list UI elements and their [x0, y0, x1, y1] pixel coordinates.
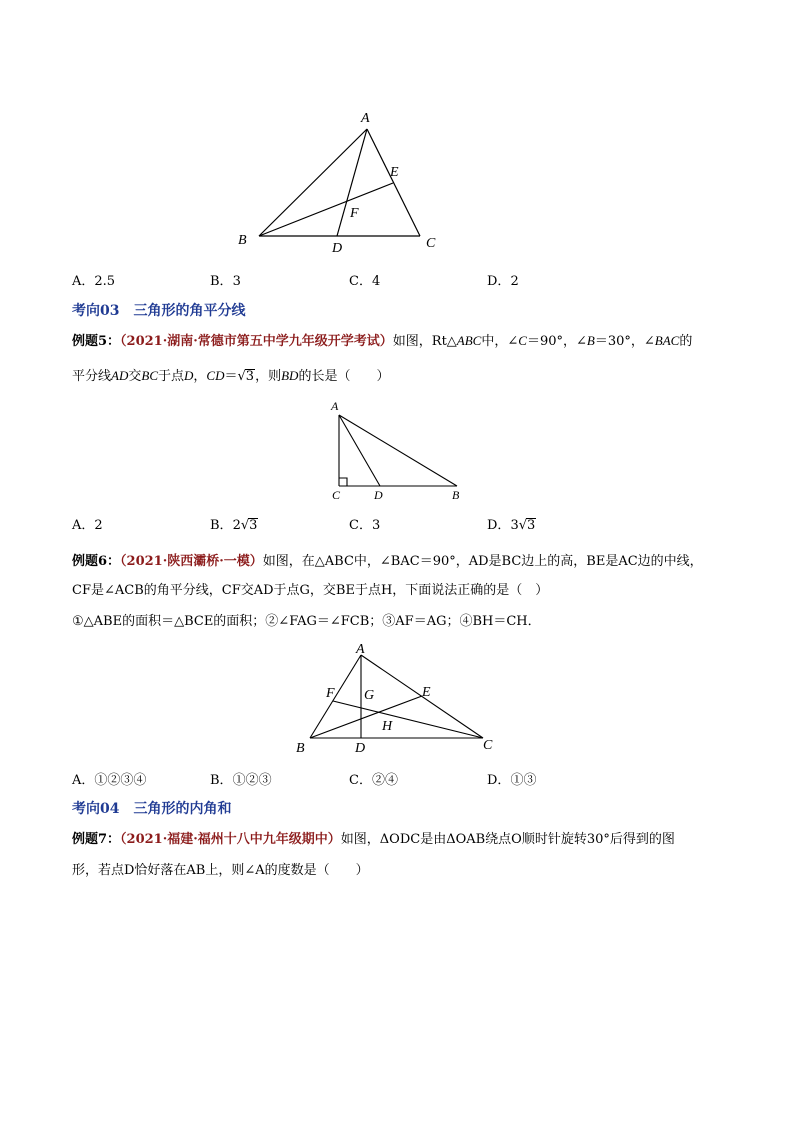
option-b: B．3	[210, 274, 241, 289]
figure-right-triangle	[325, 395, 475, 505]
example6-line2: CF是∠ACB的角平分线，CF交AD于点G，交BE于点H，下面说法正确的是（ ）	[72, 583, 549, 598]
label-A: A	[331, 399, 339, 413]
figure-triangle-abc-1	[230, 105, 450, 260]
label-D: D	[332, 241, 343, 256]
example7-source: （2021·福建·福州十八中九年级期中）	[120, 832, 341, 847]
option-b: B．2√3	[210, 518, 258, 533]
label-D: D	[355, 741, 366, 756]
example6-line1: 例题6：（2021·陕西灞桥·一模）如图，在△ABC中，∠BAC＝90°，AD是BC边上的高，BE是AC边的中线，	[72, 554, 703, 569]
option-a: A．①②③④	[72, 773, 147, 788]
label-B: B	[296, 741, 305, 756]
section-heading-03: 考向03 三角形的角平分线	[72, 303, 246, 319]
label-G: G	[364, 688, 375, 703]
example6-source: （2021·陕西灞桥·一模）	[120, 554, 263, 569]
option-d: D．2	[487, 274, 519, 289]
example5-line2: 平分线AD交BC于点D，CD＝√3，则BD的长是（ ）	[72, 368, 390, 384]
example7-line1: 例题7：（2021·福建·福州十八中九年级期中）如图，ΔODC是由ΔOAB绕点O顺时针旋转30°后得到的图	[72, 832, 675, 847]
example5-line1: 例题5：（2021·湖南·常德市第五中学九年级开学考试）如图，Rt△ABC中，∠C＝90°，∠B＝30°，∠BAC的	[72, 333, 693, 349]
label-F: F	[326, 686, 335, 701]
label-B: B	[452, 488, 460, 502]
option-c: C．②④	[349, 773, 398, 788]
option-d: D．3√3	[487, 518, 536, 533]
label-A: A	[361, 111, 370, 126]
example7-line2: 形，若点D恰好落在AB上，则∠A的度数是（ ）	[72, 863, 369, 878]
option-b: B．①②③	[210, 773, 272, 788]
example6-line3: ①△ABE的面积＝△BCE的面积；②∠FAG＝∠FCB；③AF＝AG；④BH＝CH．	[72, 614, 541, 629]
example5-label: 例题5：	[72, 334, 121, 349]
label-A: A	[356, 642, 365, 657]
label-C: C	[426, 236, 436, 251]
example5-source: （2021·湖南·常德市第五中学九年级开学考试）	[120, 334, 393, 349]
label-H: H	[382, 719, 393, 734]
label-B: B	[238, 233, 247, 248]
section-heading-04: 考向04 三角形的内角和	[72, 801, 232, 817]
option-a: A．2	[72, 518, 103, 533]
figure-triangle-abc-2	[290, 640, 505, 760]
example6-label: 例题6：	[72, 554, 121, 569]
label-D: D	[374, 488, 383, 502]
label-C: C	[332, 488, 341, 502]
example7-label: 例题7：	[72, 832, 121, 847]
option-c: C．3	[349, 518, 381, 533]
option-c: C．4	[349, 274, 381, 289]
label-C: C	[483, 738, 493, 753]
option-a: A．2.5	[72, 274, 116, 289]
label-E: E	[390, 165, 399, 180]
option-d: D．①③	[487, 773, 537, 788]
label-F: F	[350, 206, 359, 221]
label-E: E	[422, 685, 431, 700]
